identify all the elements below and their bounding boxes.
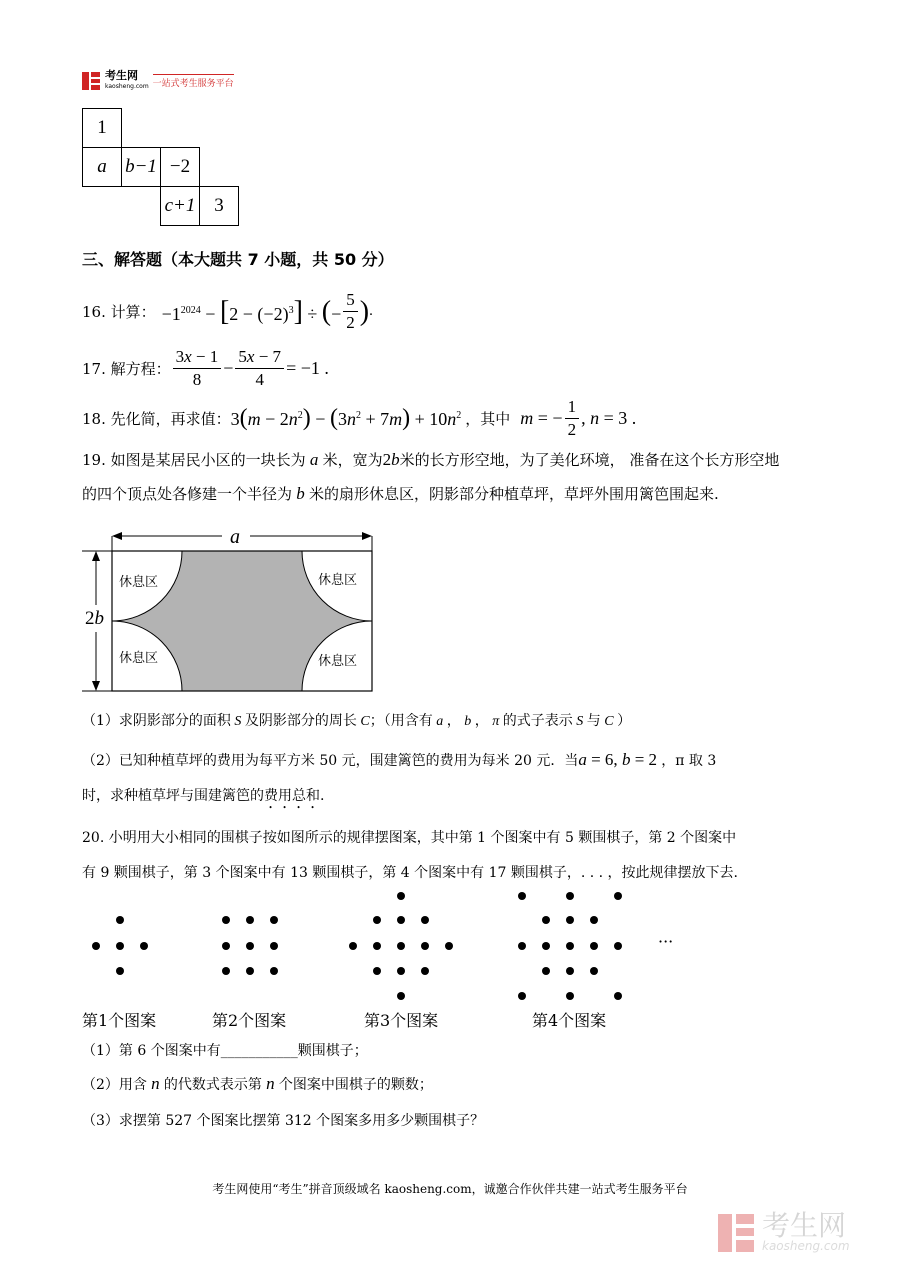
watermark-sub: kaosheng.com [762, 1239, 850, 1253]
page-footer: 考生网使用“考生”拼音顶级域名 kaosheng.com，诚邀合作伙伴共建一站式考生服务平台 [212, 1182, 688, 1196]
net-cell-top: 1 [83, 109, 122, 148]
rest-area-top-left: 休息区 [119, 575, 159, 590]
net-cell-b: b−1 [122, 148, 161, 187]
rest-area-top-right: 休息区 [318, 573, 358, 588]
question-20-line1: 20. 小明用大小相同的围棋子按如图所示的规律摆图案，其中第 1 个图案中有 5 颗围棋子，第 2 个图案中 [82, 830, 737, 846]
net-cell-neg2: −2 [161, 148, 200, 187]
rest-area-bottom-left: 休息区 [119, 651, 159, 666]
question-19-line1: 19. 如图是某居民小区的一块长为 a 米，宽为2b米的长方形空地，为了美化环境， 准备在这个长方形空地 [82, 450, 780, 469]
watermark [718, 1210, 850, 1256]
site-logo [82, 70, 234, 92]
kaosheng-logo-icon [82, 70, 102, 92]
question-20-sub3: （3）求摆第 527 个图案比摆第 312 个图案多用多少颗围棋子？ [82, 1113, 485, 1129]
caption-pattern-4: 第4个图案 [532, 1011, 607, 1030]
lawn-shaded-region [112, 551, 372, 691]
net-cell-3: 3 [200, 187, 239, 226]
net-cell-a: a [83, 148, 122, 187]
question-19-sub2-cont: 时，求种植草坪与围建篱笆的费用总和. [82, 788, 325, 804]
logo-tagline: 一站式考生服务平台 [153, 74, 234, 89]
label-a: a [230, 526, 240, 548]
question-19-sub2: （2）已知种植草坪的费用为每平方米 50 元，围建篱笆的费用为每米 20 元．当a = 6, b = 2 ，π 取 3 [82, 750, 717, 769]
label-2b: 2b [85, 608, 104, 629]
question-19-sub1: （1）求阴影部分的面积 S 及阴影部分的周长 C；（用含有 a ， b ， π 的式子表示 S 与 C ） [82, 713, 632, 729]
caption-pattern-2: 第2个图案 [212, 1011, 287, 1030]
logo-sub: kaosheng.com [105, 83, 149, 90]
question-20-sub1: （1）第 6 个图案中有___________颗围棋子； [82, 1043, 368, 1059]
question-18: 18. 先化简，再求值： $3(m - 2n^2) - (3n^2 + 7m) + 10n^2$ ，其中 m = − $\frac{1}{2}$ , n = 3 . [82, 397, 637, 439]
net-cell-c: c+1 [161, 187, 200, 226]
logo-text: 考生网 [105, 69, 138, 82]
section-heading: 三、解答题（本大题共 7 小题，共 50 分） [82, 250, 394, 269]
watermark-logo-icon [718, 1210, 758, 1256]
question-20-sub2: （2）用含 n 的代数式表示第 n 个图案中围棋子的颗数； [82, 1074, 433, 1093]
question-16: 16. 计算： $-1^{2024} - [2 - (-2)^3]$ ÷ (− $\frac{5}{2}$ ) . [82, 290, 373, 332]
rectangle-diagram [82, 520, 382, 695]
watermark-text: 考生网 [762, 1209, 847, 1242]
question-20-line2: 有 9 颗围棋子，第 3 个图案中有 13 颗围棋子，第 4 个图案中有 17 颗围棋子，. . . ，按此规律摆放下去. [82, 865, 739, 881]
caption-pattern-1: 第1个图案 [82, 1011, 157, 1030]
pattern-ellipsis: ··· [658, 932, 674, 951]
rest-area-bottom-right: 休息区 [318, 654, 358, 669]
cube-net [82, 108, 239, 226]
caption-pattern-3: 第3个图案 [364, 1011, 439, 1030]
question-17: 17. 解方程： $\frac{3x - 1}{8}$ − $\frac{5x - 7}{4}$ = −1 . [82, 347, 329, 389]
question-19-line2: 的四个顶点处各修建一个半径为 b 米的扇形休息区，阴影部分种植草坪，草坪外围用篱笆围起来. [82, 484, 719, 503]
